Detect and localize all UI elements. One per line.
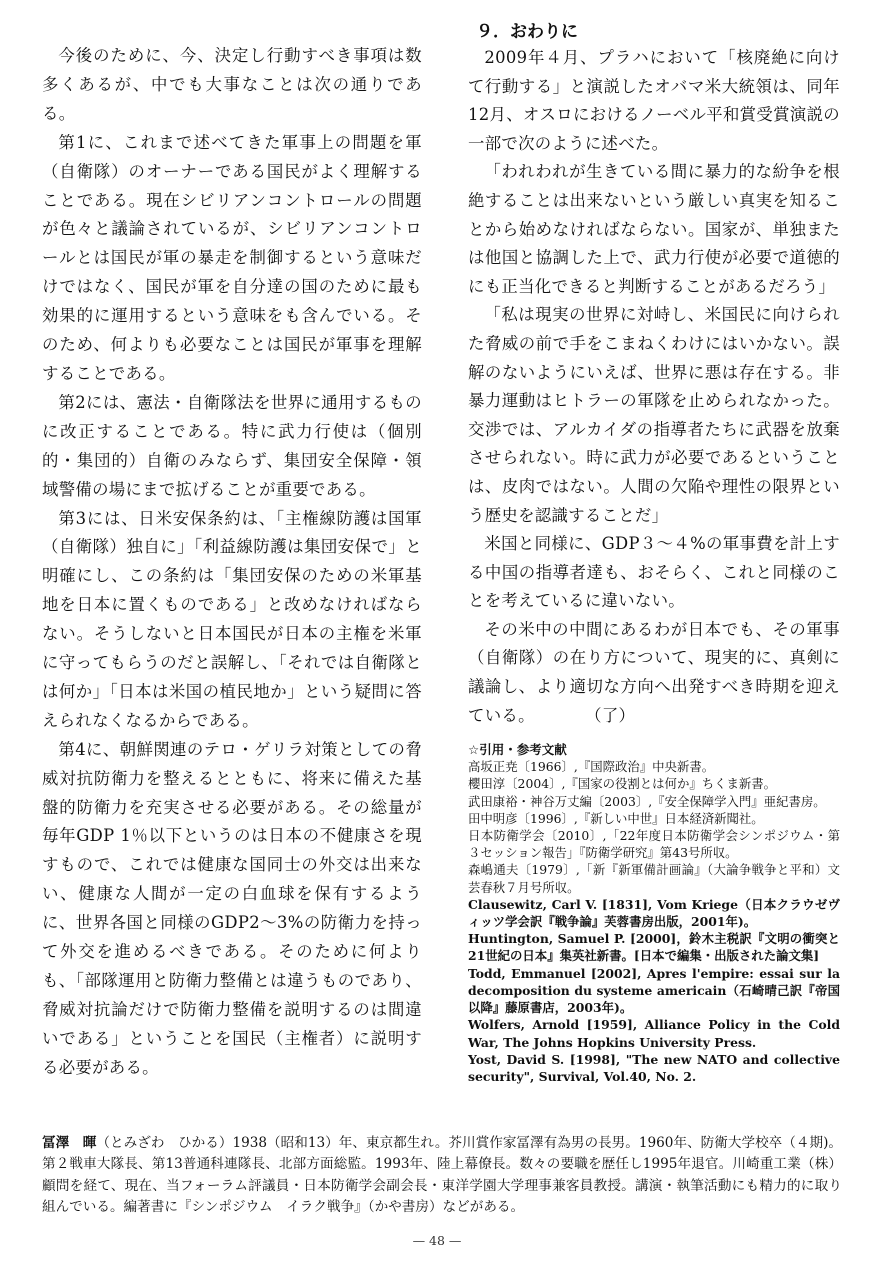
right-column bbox=[468, 20, 840, 1085]
reference-list bbox=[468, 758, 840, 1085]
body-paragraph: 今後のために、今、決定し行動すべき事項は数多くあるが、中でも大事なことは次の通りである。 bbox=[42, 46, 422, 123]
references-title: ☆引用・参考文献 bbox=[468, 742, 567, 758]
author-bio-text: （とみざわ ひかる）1938（昭和13）年、東京都生れ。芥川賞作家冨澤有為男の長男。1960年、防衛大学校卒（４期)。第２戦車大隊長、第13普通科連隊長、北部方面総監。1993年、陸上幕僚長。数々の要職を歴任し1995年退官。川崎重工業（株）顧問を経て、現在、当フォーラム評議員・日本防衛学会副会長・東洋学園大学理事兼客員教授。講演・執筆活動にも精力的に取り組んでいる。編著書に『シンポジウム イラク戦争』（かや書房）などがある。 bbox=[42, 1135, 843, 1215]
page-number: — 48 — bbox=[412, 1233, 462, 1248]
body-paragraph: 第3には、日米安保条約は、「主権線防護は国軍（自衛隊）独自に」「利益線防護は集団安保で」と明確にし、この条約は「集団安保のための米軍基地を日本に置くものである」と改めなければならない。そうしないと日本国民が日本の主権を米軍に守ってもらうのだと誤解し、「それでは自衛隊とは何か」「日本は米国の植民地か」という疑問に答えられなくなるからである。 bbox=[42, 508, 422, 730]
body-paragraph: 2009年４月、プラハにおいて「核廃絶に向けて行動する」と演説したオバマ米大統領は、同年12月、オスロにおけるノーベル平和賞受賞演説の一部で次のように述べた。 bbox=[468, 48, 840, 153]
body-paragraph: その米中の中間にあるわが日本でも、その軍事（自衛隊）の在り方について、現実的に、真剣に議論し、より適切な方向へ出発すべき時期を迎えている。 （了） bbox=[468, 619, 840, 725]
body-paragraph: 第4に、朝鮮関連のテロ・ゲリラ対策としての脅威対抗防衛力を整えるとともに、将来に備えた基盤的防衛力を充実させる必要がある。その総量が毎年GDP 1％以下というのは日本の不健康さを現すもので、これでは健康な国同士の外交は出来ない、健康な人間が一定の白血球を保有するように、世界各国と同様のGDP2〜3%の防衛力を持って外交を進めるべきである。そのために何よりも、「部隊運用と防衛力整備とは違うものであり、脅威対抗論だけで防衛力整備を説明するのは間違いである」ということを国民（主権者）に説明する必要がある。 bbox=[42, 739, 422, 1077]
body-paragraph: 第2には、憲法・自衛隊法を世界に通用するものに改正することである。特に武力行使は（個別的・集団的）自衛のみならず、集団安全保障・領域警備の場にまで拡げることが重要である。 bbox=[42, 392, 422, 499]
body-paragraph: 第1に、これまで述べてきた軍事上の問題を軍（自衛隊）のオーナーである国民がよく理解することである。現在シビリアンコントロールの問題が色々と議論されているが、シビリアンコントロールとは国民が軍の暴走を制御するという意味だけではなく、国民が軍を自分達の国のために最も効果的に運用するという意味をも含んでいる。そのため、何よりも必要なことは国民が軍事を理解することである。 bbox=[42, 132, 422, 383]
reference-item: Clausewitz, Carl V. [1831], Vom Kriege（日本クラウゼヴィッツ学会訳『戦争論』芙蓉書房出版，2001年)。 bbox=[468, 896, 840, 930]
section-heading: ９．おわりに bbox=[476, 22, 578, 42]
author-bio bbox=[42, 1133, 842, 1218]
body-paragraph: 米国と同様に、GDP３〜４%の軍事費を計上する中国の指導者達も、おそらく、これと同様のことを考えているに違いない。 bbox=[468, 534, 840, 611]
reference-item: Todd, Emmanuel [2002], Apres l'empire: essai sur la decomposition du systeme americain（石崎晴己訳『帝国以降』藤原書店，2003年)。 bbox=[468, 965, 840, 1016]
reference-item: 森嶋通夫〔1979〕,「新『新軍備計画論』（大論争戦争と平和）文芸春秋７月号所収。 bbox=[468, 862, 840, 895]
body-paragraph: 「われわれが生きている間に暴力的な紛争を根絶することは出来ないという厳しい真実を知ることから始めなければならない。国家が、単独または他国と協調した上で、武力行使が必要で道徳的にも正当化できると判断することがあるだろう」 bbox=[468, 162, 840, 296]
reference-item: 田中明彦〔1996〕,『新しい中世』日本経済新聞社。 bbox=[468, 810, 764, 826]
reference-item: 日本防衛学会〔2010〕,「22年度日本防衛学会シンポジウム・第３セッション報告」『防衛学研究』第43号所収。 bbox=[468, 828, 840, 861]
author-name: 冨澤 暉 bbox=[42, 1135, 97, 1151]
body-paragraph: 「私は現実の世界に対峙し、米国民に向けられた脅威の前で手をこまねくわけにはいかない。誤解のないようにいえば、世界に悪は存在する。非暴力運動はヒトラーの軍隊を止められなかった。交渉では、アルカイダの指導者たちに武器を放棄させられない。時に武力が必要であるということは、皮肉ではない。人間の欠陥や理性の限界という歴史を認識することだ」 bbox=[468, 305, 840, 525]
reference-item: 武田康裕・神谷万丈編〔2003〕,『安全保障学入門』亜紀書房。 bbox=[468, 793, 826, 809]
reference-item: Yost, David S. [1998], "The new NATO and collective security", Survival, Vol.40, No. 2. bbox=[468, 1051, 840, 1084]
left-column bbox=[42, 20, 422, 1083]
reference-item: 櫻田淳〔2004〕,『国家の役割とは何か』ちくま新書。 bbox=[468, 776, 777, 792]
reference-item: Huntington, Samuel P. [2000]，鈴木主税訳『文明の衝突と21世紀の日本』集英社新書。[日本で編集・出版された論文集] bbox=[468, 931, 840, 964]
reference-item: Wolfers, Arnold [1959], Alliance Policy in the Cold War, The Johns Hopkins University Press. bbox=[468, 1017, 840, 1050]
reference-item: 高坂正尭〔1966〕,『国際政治』中央新書。 bbox=[468, 759, 715, 775]
